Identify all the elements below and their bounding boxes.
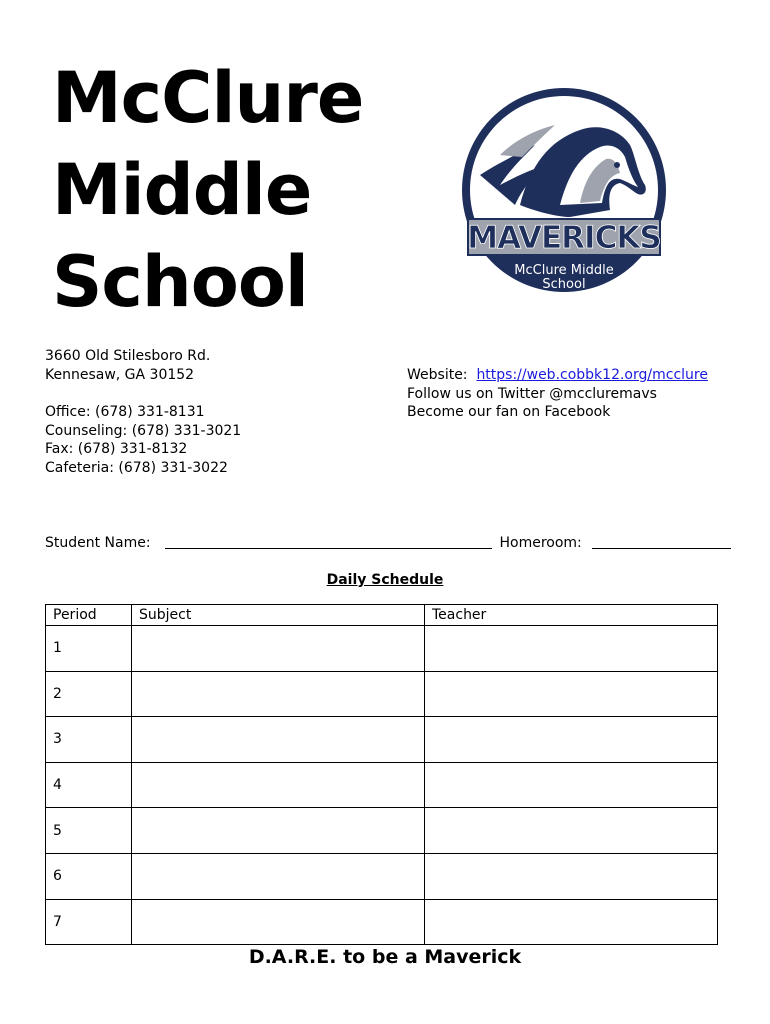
teacher-cell[interactable] [425, 899, 718, 945]
table-row [46, 853, 718, 899]
table-row [46, 626, 718, 672]
web-info [407, 366, 708, 422]
schedule-header-row [46, 605, 718, 626]
subject-cell[interactable] [132, 762, 425, 808]
period-cell: 6 [46, 853, 132, 899]
website-line [407, 366, 708, 385]
subject-header: Subject [132, 605, 425, 626]
teacher-cell[interactable] [425, 671, 718, 717]
contact-fax: Fax: (678) 331-8132 [45, 441, 188, 458]
school-address [45, 347, 210, 384]
subject-cell[interactable] [132, 626, 425, 672]
school-motto: D.A.R.E. to be a Maverick [248, 946, 522, 968]
teacher-cell[interactable] [425, 626, 718, 672]
subject-cell[interactable] [132, 717, 425, 763]
schedule-table [45, 604, 718, 945]
logo-wordmark: MAVERICKS [467, 220, 661, 256]
period-cell: 5 [46, 808, 132, 854]
mavericks-logo [460, 85, 668, 300]
table-row [46, 899, 718, 945]
contact-numbers [45, 403, 241, 477]
address-city: Kennesaw, GA 30152 [45, 366, 195, 383]
teacher-cell[interactable] [425, 808, 718, 854]
period-cell: 2 [46, 671, 132, 717]
subject-cell[interactable] [132, 808, 425, 854]
subject-cell[interactable] [132, 853, 425, 899]
teacher-cell[interactable] [425, 762, 718, 808]
contact-cafeteria: Cafeteria: (678) 331-3022 [45, 459, 228, 476]
period-header: Period [46, 605, 132, 626]
facebook-line: Become our fan on Facebook [407, 404, 611, 421]
school-name-line-3: School [52, 241, 308, 323]
address-street: 3660 Old Stilesboro Rd. [45, 348, 211, 364]
teacher-cell[interactable] [425, 853, 718, 899]
website-link[interactable]: https://web.cobbk12.org/mcclure [476, 367, 708, 383]
homeroom-field[interactable] [592, 547, 731, 549]
school-name-line-1: McClure [52, 57, 364, 139]
period-cell: 1 [46, 626, 132, 672]
school-name-line-2: Middle [52, 149, 312, 231]
logo-subtitle-line-1: McClure Middle [514, 263, 614, 278]
subject-cell[interactable] [132, 899, 425, 945]
student-name-label: Student Name: [45, 535, 151, 551]
table-row [46, 671, 718, 717]
contact-counseling: Counseling: (678) 331-3021 [45, 422, 242, 439]
period-cell: 4 [46, 762, 132, 808]
subject-cell[interactable] [132, 671, 425, 717]
teacher-cell[interactable] [425, 717, 718, 763]
website-label: Website: [407, 367, 468, 383]
twitter-line: Follow us on Twitter @mccluremavs [407, 385, 657, 402]
table-row [46, 762, 718, 808]
period-cell: 7 [46, 899, 132, 945]
contact-office: Office: (678) 331-8131 [45, 404, 205, 420]
table-row [46, 717, 718, 763]
logo-subtitle-line-2: School [542, 277, 586, 292]
student-name-field[interactable] [165, 547, 492, 549]
table-row [46, 808, 718, 854]
period-cell: 3 [46, 717, 132, 763]
teacher-header: Teacher [425, 605, 718, 626]
schedule-title: Daily Schedule [326, 572, 444, 588]
school-name-heading [52, 52, 363, 328]
homeroom-label: Homeroom: [499, 535, 582, 551]
student-info-row [45, 535, 731, 551]
